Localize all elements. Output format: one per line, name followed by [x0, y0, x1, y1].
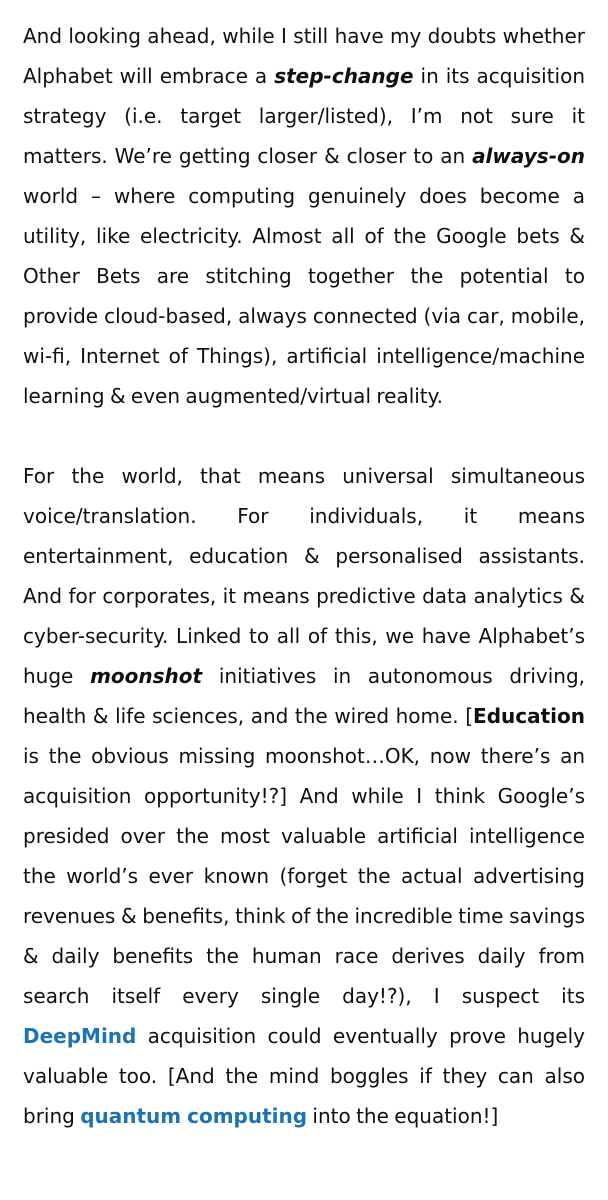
quantum-computing-link[interactable]: quantum computing	[80, 1104, 308, 1128]
paragraph-acquisition-strategy	[23, 16, 585, 416]
text: in its acquisition strategy (i.e. target larger/listed), I’m not sure it matters. We’re getting closer & closer to an	[23, 64, 586, 168]
text: acquisition could eventually prove hugely valuable too. [And the mind boggles if they can also bring	[23, 1024, 585, 1128]
paragraph-moonshots	[23, 456, 585, 1136]
text: initiatives in autonomous driving, health & life sciences, and the wired home. [	[23, 664, 585, 728]
emphasis-always-on: always-on	[472, 144, 585, 168]
emphasis-step-change: step-change	[274, 64, 414, 88]
emphasis-moonshot: moonshot	[90, 664, 203, 688]
deepmind-link[interactable]: DeepMind	[23, 1024, 137, 1048]
text: is the obvious missing moonshot…OK, now there’s an acquisition opportunity!?] And while I think Google’s presided over the most valuable artificial intelligence the world’s ever known (forget the actual advertising revenues & benefits, think of the incredible time savings & daily benefits the human race derives daily from search itself every single day!?), I suspect its	[23, 744, 585, 1008]
bold-education: Education	[473, 704, 585, 728]
text: world – where computing genuinely does become a utility, like electricity. Almost all of the Google bets & Other Bets are stitching together the potential to provide cloud-based, always connected (via car, mobile, wi-fi, Internet of Things), artificial intelligence/machine learning & even augmented/virtual reality.	[23, 184, 585, 408]
text: into the equation!]	[307, 1104, 499, 1128]
text: For the world, that means universal simultaneous voice/translation. For individuals, it means entertainment, education & personalised assistants. And for corporates, it means predictive data analytics & cyber-security. Linked to all of this, we have Alphabet’s huge	[23, 464, 585, 688]
text: And looking ahead, while I still have my doubts whether Alphabet will embrace a	[23, 24, 585, 88]
